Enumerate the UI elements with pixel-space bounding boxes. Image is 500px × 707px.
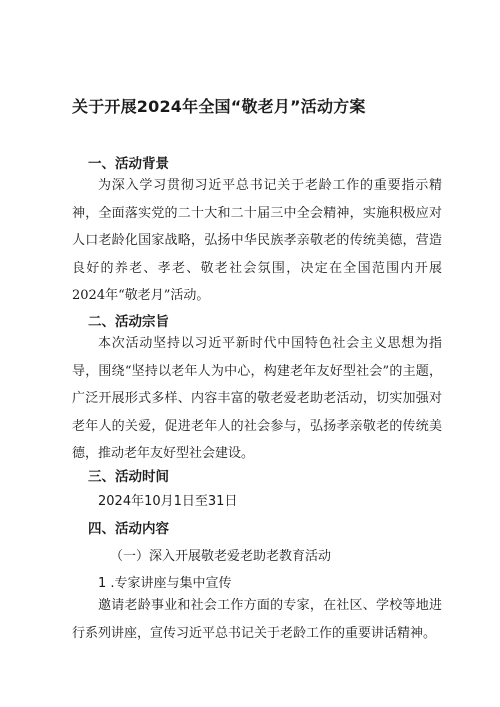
section-heading-background: 一、活动背景 [88, 156, 169, 172]
section-item: 1 .专家讲座与集中宣传 [98, 576, 232, 591]
section-text-time: 2024年10月1日至31日 [98, 494, 238, 509]
section-paragraph-background: 为深入学习贯彻习近平总书记关于老龄工作的重要指示精神，全面落实党的二十大和二十届三中全会精神，实施积极应对人口老龄化国家战略，弘扬中华民族孝亲敬老的传统美德，营造良好的养老、孝老、敬老社会氛围，决定在全国范围内开展2024年“敬老月”活动。 [72, 178, 442, 303]
section-heading-content: 四、活动内容 [88, 521, 169, 537]
section-paragraph-content: 邀请老龄事业和社会工作方面的专家，在社区、学校等地进行系列讲座，宣传习近平总书记关于老龄工作的重要讲话精神。 [72, 598, 442, 641]
document-title: 关于开展2024年全国“敬老月”活动方案 [72, 97, 366, 116]
section-paragraph-purpose: 本次活动坚持以习近平新时代中国特色社会主义思想为指导，围绕“坚持以老年人为中心，构建老年友好型社会”的主题，广泛开展形式多样、内容丰富的敬老爱老助老活动，切实加强对老年人的关爱，促进老年人的社会参与，弘扬孝亲敬老的传统美德，推动老年友好型社会建设。 [72, 336, 442, 461]
section-heading-purpose: 二、活动宗旨 [88, 314, 169, 330]
section-heading-time: 三、活动时间 [88, 469, 169, 485]
section-subheading: （一）深入开展敬老爱老助老教育活动 [110, 549, 332, 564]
